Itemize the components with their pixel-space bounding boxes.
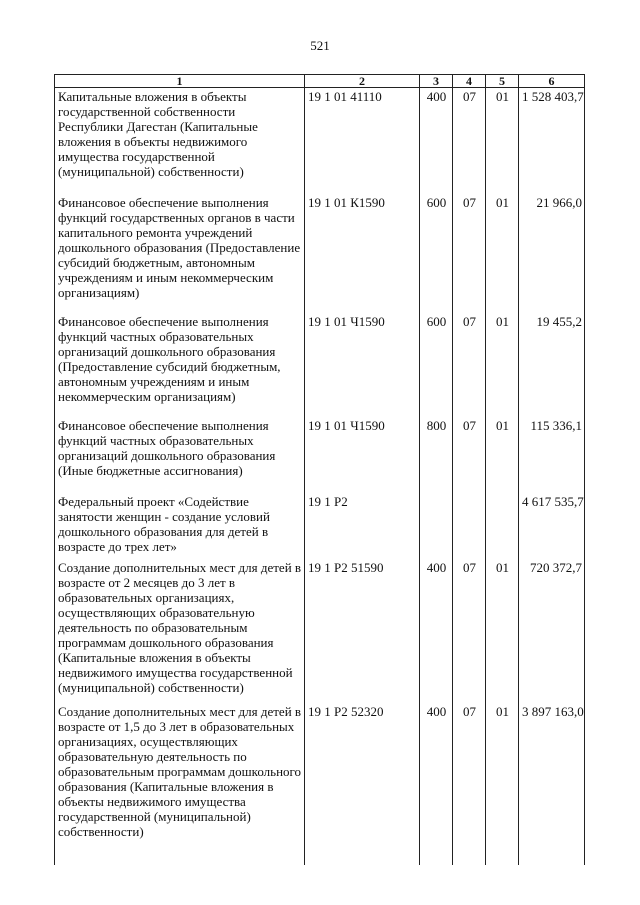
header-col-6: 6 [519, 75, 585, 88]
row-amount: 720 372,7 [519, 559, 585, 703]
row-subsection: 01 [486, 194, 519, 313]
header-col-5: 5 [486, 75, 519, 88]
row-name: Федеральный проект «Содействие занятости женщин - создание условий дошкольного образования для детей в возрасте до трех лет» [55, 493, 305, 559]
row-expense-type: 800 [420, 417, 453, 493]
row-amount: 19 455,2 [519, 313, 585, 417]
table-row [55, 88, 585, 194]
row-code: 19 1 Р2 52320 [305, 703, 420, 865]
row-name: Финансовое обеспечение выполнения функций частных образовательных организаций дошкольного образования (Иные бюджетные ассигнования) [55, 417, 305, 493]
row-subsection: 01 [486, 559, 519, 703]
row-subsection: 01 [486, 88, 519, 194]
row-expense-type: 400 [420, 703, 453, 865]
header-col-1: 1 [55, 75, 305, 88]
table-row [55, 313, 585, 417]
row-amount: 115 336,1 [519, 417, 585, 493]
header-row [55, 75, 585, 88]
row-section [453, 493, 486, 559]
row-subsection [486, 493, 519, 559]
row-section: 07 [453, 194, 486, 313]
header-col-4: 4 [453, 75, 486, 88]
row-code: 19 1 01 Ч1590 [305, 313, 420, 417]
row-expense-type [420, 493, 453, 559]
row-amount: 1 528 403,7 [519, 88, 585, 194]
row-section: 07 [453, 559, 486, 703]
row-expense-type: 400 [420, 88, 453, 194]
row-name: Создание дополнительных мест для детей в возрасте от 1,5 до 3 лет в образовательных организациях, осуществляющих образовательную деятельность по образовательным программам дошкольного образования (Капитальные вложения в объекты недвижимого имущества государственной (муниципальной) собственности) [55, 703, 305, 865]
row-amount: 3 897 163,0 [519, 703, 585, 865]
row-section: 07 [453, 313, 486, 417]
row-name: Капитальные вложения в объекты государственной собственности Республики Дагестан (Капитальные вложения в объекты недвижимого имущества государственной (муниципальной) собственности) [55, 88, 305, 194]
row-subsection: 01 [486, 703, 519, 865]
page-number: 521 [310, 38, 330, 53]
row-amount: 21 966,0 [519, 194, 585, 313]
row-code: 19 1 01 К1590 [305, 194, 420, 313]
table-row [55, 194, 585, 313]
row-expense-type: 600 [420, 194, 453, 313]
budget-table [54, 74, 585, 865]
row-section: 07 [453, 88, 486, 194]
row-code: 19 1 01 Ч1590 [305, 417, 420, 493]
row-code: 19 1 01 41110 [305, 88, 420, 194]
row-name: Финансовое обеспечение выполнения функций государственных органов в части капитального ремонта учреждений дошкольного образования (Предоставление субсидий бюджетным, автономным учреждениям и иным некоммерческим организациям) [55, 194, 305, 313]
row-name: Создание дополнительных мест для детей в возрасте от 2 месяцев до 3 лет в образовательных организациях, осуществляющих образовательную деятельность по образовательным программам дошкольного образования (Капитальные вложения в объекты недвижимого имущества государственной (муниципальной) собственности) [55, 559, 305, 703]
row-section: 07 [453, 703, 486, 865]
row-subsection: 01 [486, 417, 519, 493]
row-section: 07 [453, 417, 486, 493]
row-amount: 4 617 535,7 [519, 493, 585, 559]
row-code: 19 1 Р2 51590 [305, 559, 420, 703]
table-row [55, 703, 585, 865]
table-row [55, 559, 585, 703]
row-name: Финансовое обеспечение выполнения функций частных образовательных организаций дошкольного образования (Предоставление субсидий бюджетным, автономным учреждениям и иным некоммерческим организациям) [55, 313, 305, 417]
row-expense-type: 400 [420, 559, 453, 703]
row-expense-type: 600 [420, 313, 453, 417]
header-col-3: 3 [420, 75, 453, 88]
table-row [55, 493, 585, 559]
row-code: 19 1 Р2 [305, 493, 420, 559]
header-col-2: 2 [305, 75, 420, 88]
table-row [55, 417, 585, 493]
row-subsection: 01 [486, 313, 519, 417]
